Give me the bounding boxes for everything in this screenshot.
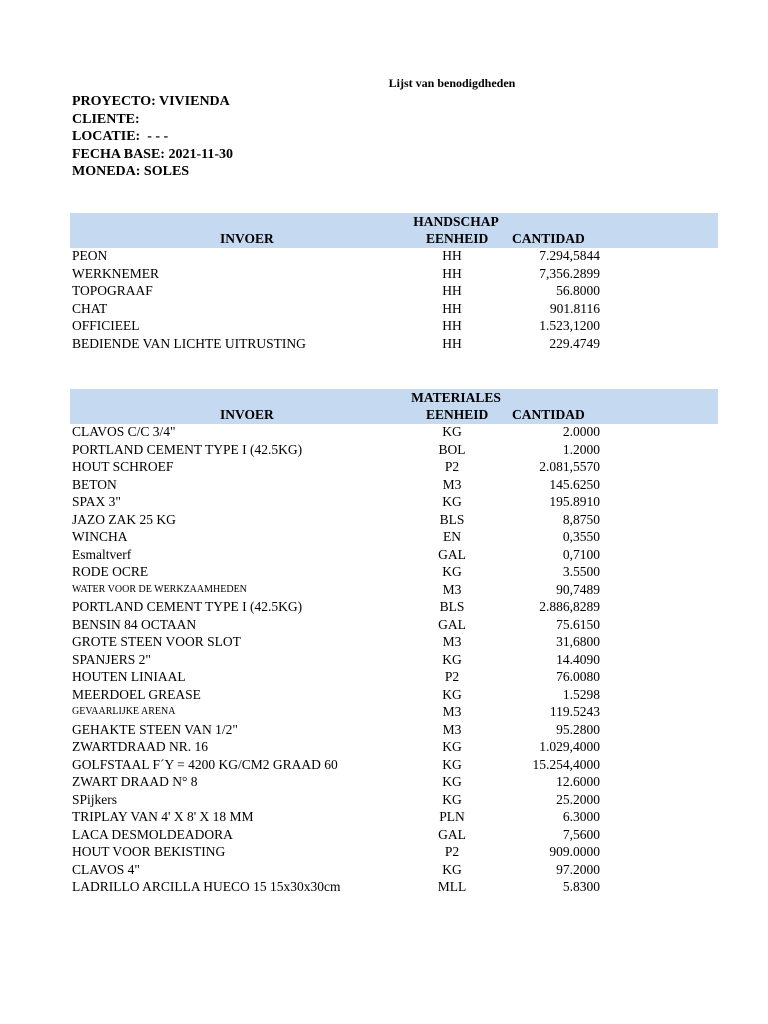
labor-rows <box>70 248 718 353</box>
item-quantity: 8,8750 <box>562 511 600 527</box>
table-row <box>70 283 718 301</box>
item-name: HOUT SCHROEF <box>72 459 174 474</box>
item-unit: KG <box>442 564 462 579</box>
table-row <box>70 266 718 284</box>
item-quantity: 75.6150 <box>556 616 600 632</box>
client-name: CLIENTE: <box>72 111 140 127</box>
table-row <box>70 442 718 460</box>
item-name: SPAX 3" <box>72 494 121 509</box>
item-quantity: 2.081,5570 <box>539 459 600 474</box>
column-header-invoer: INVOER <box>220 231 274 246</box>
item-name: MEERDOEL GREASE <box>72 686 201 702</box>
item-name: PORTLAND CEMENT TYPE I (42.5KG) <box>72 599 303 614</box>
item-unit: KG <box>442 774 462 789</box>
table-row <box>70 301 718 319</box>
item-name: BETON <box>72 476 117 492</box>
materials-table <box>70 389 718 897</box>
item-quantity: 1.2000 <box>562 441 600 457</box>
item-quantity: 901.8116 <box>549 300 600 316</box>
item-quantity: 1.523,1200 <box>539 318 600 333</box>
item-name: PEON <box>72 248 108 263</box>
item-unit: MLL <box>437 879 467 894</box>
item-unit: KG <box>442 494 462 509</box>
item-unit: M3 <box>442 581 462 597</box>
table-row <box>70 459 718 477</box>
table-row <box>70 844 718 862</box>
labor-table <box>70 213 718 353</box>
item-quantity: 14.4090 <box>556 651 600 667</box>
item-quantity: 15.254,4000 <box>532 756 600 772</box>
item-quantity: 0,7100 <box>562 546 600 562</box>
item-name: OFFICIEEL <box>72 318 140 333</box>
table-row <box>70 634 718 652</box>
item-unit: GAL <box>438 826 466 842</box>
item-quantity: 145.6250 <box>549 476 600 492</box>
table-row <box>70 792 718 810</box>
table-row <box>70 774 718 792</box>
item-quantity: 2.0000 <box>562 424 600 439</box>
item-quantity: 229.4749 <box>549 335 600 351</box>
item-unit: HH <box>442 318 462 333</box>
table-row <box>70 809 718 827</box>
item-name: RODE OCRE <box>72 564 149 579</box>
item-quantity: 3.5500 <box>562 564 600 579</box>
item-quantity: 909.0000 <box>549 844 600 859</box>
location: LOCATIE: - - - <box>72 129 169 144</box>
item-quantity: 95.2800 <box>556 721 600 737</box>
base-date: FECHA BASE: 2021-11-30 <box>72 146 234 162</box>
table-row <box>70 529 718 547</box>
item-quantity: 5.8300 <box>562 879 600 894</box>
item-unit: P2 <box>444 669 460 684</box>
project-name: PROYECTO: VIVIENDA <box>72 94 230 109</box>
item-name: TOPOGRAAF <box>72 283 153 298</box>
table-row <box>70 739 718 757</box>
table-row <box>70 704 718 722</box>
item-unit: BLS <box>439 511 465 527</box>
item-name: ZWART DRAAD N° 8 <box>72 774 198 789</box>
materials-rows <box>70 424 718 897</box>
table-row <box>70 652 718 670</box>
item-unit: P2 <box>444 844 460 859</box>
currency: MONEDA: SOLES <box>72 164 190 179</box>
item-name: JAZO ZAK 25 KG <box>72 511 176 527</box>
labor-table-header <box>70 213 718 248</box>
item-unit: BOL <box>438 441 466 457</box>
item-quantity: 1.5298 <box>562 686 600 702</box>
item-unit: P2 <box>444 459 460 474</box>
item-unit: KG <box>442 739 462 754</box>
item-unit: GAL <box>438 546 466 562</box>
table-row <box>70 879 718 897</box>
item-name: GEHAKTE STEEN VAN 1/2" <box>72 721 238 737</box>
item-quantity: 25.2000 <box>556 791 600 807</box>
item-unit: HH <box>442 283 462 298</box>
item-name: PORTLAND CEMENT TYPE I (42.5KG) <box>72 441 303 457</box>
item-name: ZWARTDRAAD NR. 16 <box>72 739 209 754</box>
item-quantity: 90,7489 <box>556 581 600 597</box>
item-name: GEVAARLIJKE ARENA <box>72 706 176 717</box>
table-row <box>70 494 718 512</box>
table-row <box>70 599 718 617</box>
item-name: SPANJERS 2" <box>72 651 151 667</box>
item-unit: GAL <box>438 616 466 632</box>
column-header-eenheid: EENHEID <box>426 231 489 246</box>
table-row <box>70 424 718 442</box>
table-row <box>70 687 718 705</box>
table-row <box>70 582 718 600</box>
item-unit: BLS <box>439 599 465 614</box>
table-row <box>70 248 718 266</box>
materials-table-header <box>70 389 718 424</box>
item-quantity: 6.3000 <box>562 809 600 824</box>
item-name: WATER VOOR DE WERKZAAMHEDEN <box>72 583 247 595</box>
item-unit: EN <box>443 529 461 544</box>
item-unit: KG <box>442 791 462 807</box>
table-row <box>70 722 718 740</box>
table-row <box>70 669 718 687</box>
item-quantity: 31,6800 <box>556 634 600 649</box>
item-name: CHAT <box>72 300 108 316</box>
item-quantity: 12.6000 <box>556 774 600 789</box>
table-row <box>70 512 718 530</box>
column-header-cantidad: CANTIDAD <box>512 231 585 246</box>
item-unit: KG <box>442 424 462 439</box>
item-unit: HH <box>442 335 462 351</box>
table-row <box>70 564 718 582</box>
item-name: CLAVOS 4" <box>72 861 140 877</box>
item-name: WERKNEMER <box>72 265 159 281</box>
item-name: Esmaltverf <box>72 546 132 562</box>
item-name: GOLFSTAAL F´Y = 4200 KG/CM2 GRAAD 60 <box>72 756 338 772</box>
item-name: TRIPLAY VAN 4' X 8' X 18 MM <box>72 809 254 824</box>
item-unit: PLN <box>439 809 465 824</box>
table-row <box>70 757 718 775</box>
item-unit: M3 <box>442 476 462 492</box>
item-name: GROTE STEEN VOOR SLOT <box>72 634 241 649</box>
item-quantity: 1.029,4000 <box>539 739 600 754</box>
item-unit: HH <box>442 248 462 263</box>
item-unit: M3 <box>442 721 462 737</box>
item-quantity: 7,5600 <box>562 826 600 842</box>
item-name: SPijkers <box>72 791 118 807</box>
column-header-eenheid: EENHEID <box>426 407 489 422</box>
table-row <box>70 318 718 336</box>
labor-category-title: HANDSCHAP <box>413 214 499 229</box>
document-title: Lijst van benodigdheden <box>388 76 516 90</box>
item-quantity: 7.294,5844 <box>539 248 600 263</box>
table-row <box>70 336 718 354</box>
item-name: BENSIN 84 OCTAAN <box>72 616 197 632</box>
item-quantity: 76.0080 <box>556 669 600 684</box>
item-unit: M3 <box>442 634 462 649</box>
item-name: WINCHA <box>72 529 128 544</box>
item-unit: M3 <box>442 704 462 719</box>
item-quantity: 7,356.2899 <box>539 265 600 281</box>
materials-category-title: MATERIALES <box>411 390 501 405</box>
item-unit: KG <box>442 686 462 702</box>
table-row <box>70 862 718 880</box>
item-name: HOUT VOOR BEKISTING <box>72 844 226 859</box>
table-row <box>70 827 718 845</box>
item-unit: KG <box>442 756 462 772</box>
item-quantity: 2.886,8289 <box>539 599 600 614</box>
item-quantity: 56.8000 <box>556 283 600 298</box>
column-header-invoer: INVOER <box>220 407 274 422</box>
item-unit: KG <box>442 651 462 667</box>
item-name: CLAVOS C/C 3/4" <box>72 424 176 439</box>
item-unit: KG <box>442 861 462 877</box>
table-row <box>70 547 718 565</box>
item-name: LADRILLO ARCILLA HUECO 15 15x30x30cm <box>72 879 341 894</box>
item-unit: HH <box>442 265 462 281</box>
table-row <box>70 477 718 495</box>
item-name: LACA DESMOLDEADORA <box>72 826 233 842</box>
item-quantity: 195.8910 <box>549 494 600 509</box>
item-quantity: 0,3550 <box>562 529 600 544</box>
item-unit: HH <box>442 300 462 316</box>
item-quantity: 119.5243 <box>549 704 600 719</box>
project-info <box>72 93 233 181</box>
table-row <box>70 617 718 635</box>
item-name: BEDIENDE VAN LICHTE UITRUSTING <box>72 335 306 351</box>
column-header-cantidad: CANTIDAD <box>512 407 585 422</box>
item-quantity: 97.2000 <box>556 861 600 877</box>
item-name: HOUTEN LINIAAL <box>72 669 186 684</box>
